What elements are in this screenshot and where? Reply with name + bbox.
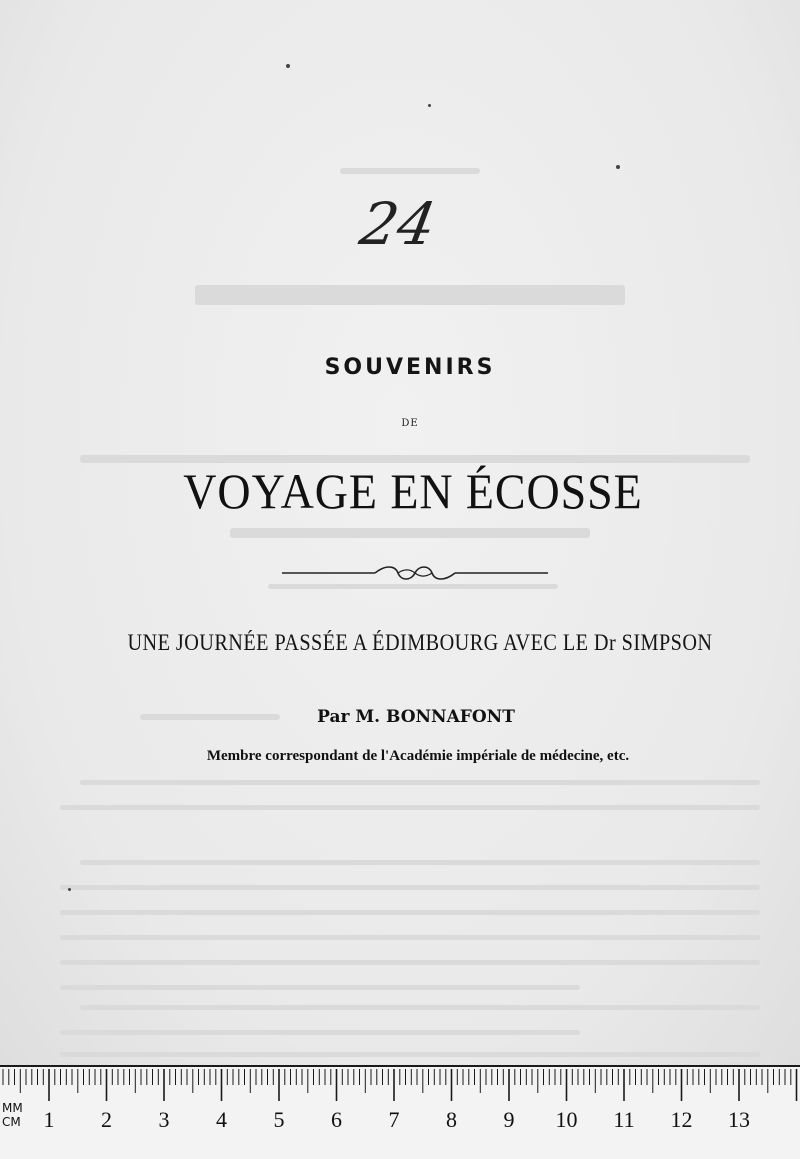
bleed-through-mark — [60, 805, 760, 810]
author-line: Par M. BONNAFONT — [317, 707, 515, 727]
bleed-through-mark — [60, 885, 760, 890]
bleed-through-mark — [60, 985, 580, 990]
bleed-through-mark — [230, 528, 590, 538]
ruler-cm-label: 8 — [446, 1107, 457, 1132]
ruler-cm-label: 9 — [503, 1107, 515, 1132]
ruler-cm-label: 3 — [158, 1107, 170, 1132]
bleed-through-mark — [60, 935, 760, 940]
bleed-through-mark — [60, 960, 760, 965]
ruler-cm-label: 4 — [216, 1107, 227, 1132]
dust-speck — [286, 64, 290, 68]
bleed-through-mark — [80, 860, 760, 865]
ruler-cm-label: 12 — [670, 1107, 693, 1132]
flourish-ornament — [280, 563, 550, 583]
subtitle: UNE JOURNÉE PASSÉE A ÉDIMBOURG AVEC LE Dr SIMPSON — [127, 630, 713, 655]
ruler-cm-label: 11 — [613, 1107, 635, 1132]
measurement-ruler — [0, 1065, 800, 1159]
ruler-unit-mm: MM — [2, 1101, 23, 1115]
dust-speck — [616, 165, 620, 169]
author-affiliation: Membre correspondant de l'Académie impériale de médecine, etc. — [206, 748, 630, 764]
bleed-through-mark — [268, 584, 558, 589]
bleed-through-mark — [60, 1030, 580, 1035]
ruler-cm-label: 2 — [101, 1107, 112, 1132]
dust-speck — [428, 104, 431, 107]
dust-speck — [68, 888, 71, 891]
bleed-through-mark — [195, 285, 625, 305]
ruler-cm-label: 10 — [555, 1107, 578, 1132]
ruler-cm-label: 6 — [331, 1107, 342, 1132]
bleed-through-mark — [60, 1052, 760, 1057]
bleed-through-mark — [80, 1005, 760, 1010]
ruler-cm-label: 1 — [43, 1107, 55, 1132]
bleed-through-mark — [340, 168, 480, 174]
ruler-cm-label: 13 — [728, 1107, 750, 1132]
ruler-cm-label: 5 — [273, 1107, 285, 1132]
ruler-ticks — [0, 1067, 800, 1107]
bleed-through-mark — [80, 780, 760, 785]
main-title: VOYAGE EN ÉCOSSE — [183, 463, 643, 519]
ruler-unit-cm: CM — [2, 1115, 21, 1129]
handwritten-page-number: 24 — [355, 190, 441, 258]
heading-souvenirs: SOUVENIRS — [324, 355, 496, 380]
heading-connector: DE — [401, 418, 419, 429]
ruler-cm-label: 7 — [388, 1107, 400, 1132]
bleed-through-mark — [60, 910, 760, 915]
